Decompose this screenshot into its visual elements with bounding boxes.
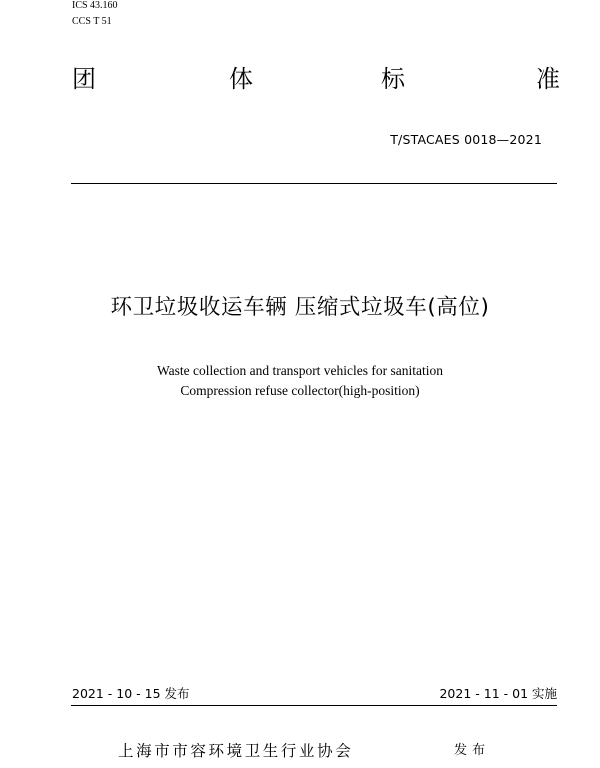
issue-date: 2021 - 10 - 15 发布 (72, 686, 190, 701)
publisher-name: 上海市市容环境卫生行业协会 (118, 742, 354, 760)
top-divider (71, 183, 557, 184)
ccs-code: CCS T 51 (72, 16, 112, 27)
standard-number: T/STACAES 0018—2021 (390, 132, 542, 147)
heading-char-3: 标 (381, 65, 405, 93)
title-english-line-1: Waste collection and transport vehicles for sanitation (156, 363, 444, 378)
ics-code: ICS 43.160 (72, 0, 118, 11)
publish-label: 发布 (454, 743, 491, 758)
title-english-line-2: Compression refuse collector(high-position) (180, 383, 420, 398)
document-type-heading (72, 62, 562, 96)
implementation-date: 2021 - 11 - 01 实施 (439, 686, 557, 701)
heading-char-4: 准 (536, 65, 560, 93)
heading-char-2: 体 (229, 65, 253, 93)
heading-char-1: 团 (72, 65, 96, 93)
bottom-divider (71, 705, 557, 706)
title-chinese: 环卫垃圾收运车辆 压缩式垃圾车(高位) (110, 295, 490, 320)
